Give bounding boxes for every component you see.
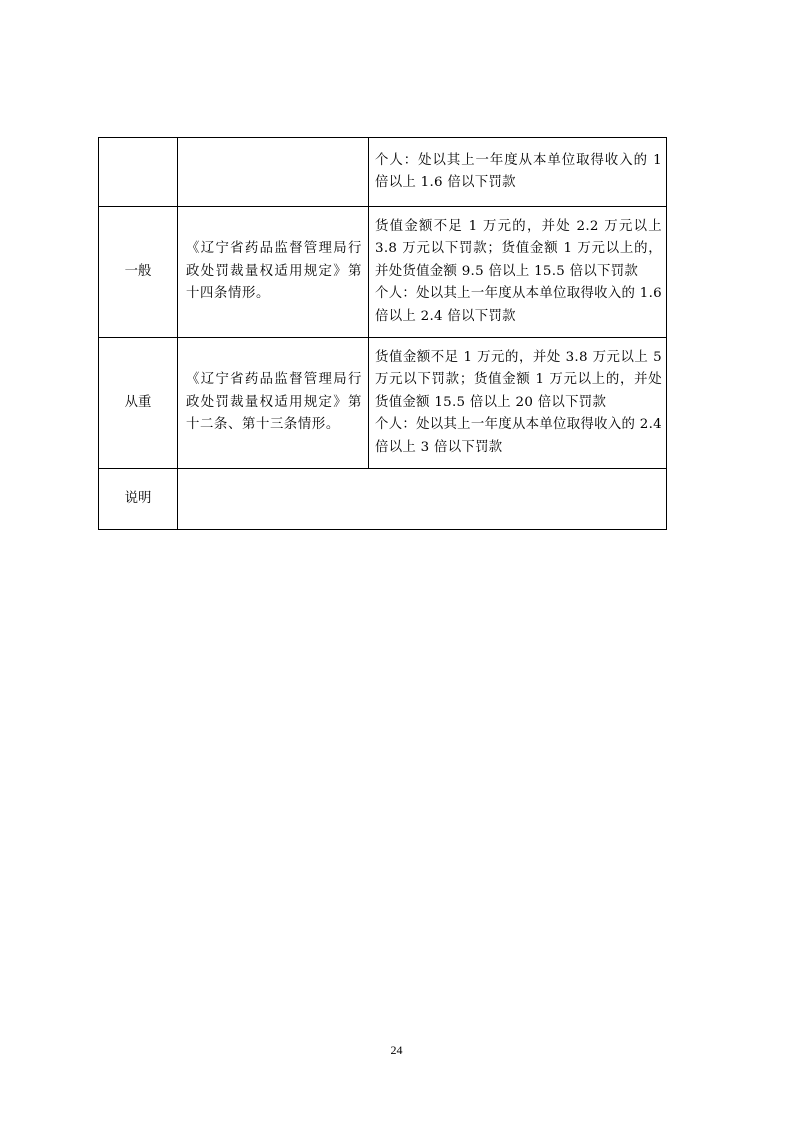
penalty-line: 货值金额不足 1 万元的，并处 3.8 万元以上 5 万元以下罚款；货值金额 1 万元以上的，并处货值金额 15.5 倍以上 20 倍以下罚款 <box>375 349 662 410</box>
basis-cell: 《辽宁省药品监督管理局行政处罚裁量权适用规定》第十四条情形。 <box>178 207 369 338</box>
page-number: 24 <box>390 1043 403 1057</box>
penalty-line: 个人：处以其上一年度从本单位取得收入的 2.4 倍以上 3 倍以下罚款 <box>375 417 662 455</box>
level-cell <box>99 138 178 207</box>
penalty-cell <box>369 207 667 338</box>
penalty-line: 货值金额不足 1 万元的，并处 2.2 万元以上 3.8 万元以下罚款；货值金额 1 万元以上的，并处货值金额 9.5 倍以上 15.5 倍以下罚款 <box>375 218 662 279</box>
penalty-cell <box>369 138 667 207</box>
table-row <box>99 338 667 469</box>
note-content-cell <box>178 469 667 530</box>
table-row <box>99 469 667 530</box>
level-cell: 一般 <box>99 207 178 338</box>
table-row <box>99 138 667 207</box>
discretion-table <box>98 137 667 530</box>
table-row <box>99 207 667 338</box>
note-label-cell: 说明 <box>99 469 178 530</box>
penalty-cell <box>369 338 667 469</box>
basis-cell <box>178 138 369 207</box>
level-cell: 从重 <box>99 338 178 469</box>
basis-cell: 《辽宁省药品监督管理局行政处罚裁量权适用规定》第十二条、第十三条情形。 <box>178 338 369 469</box>
penalty-line: 个人：处以其上一年度从本单位取得收入的 1.6 倍以上 2.4 倍以下罚款 <box>375 286 662 324</box>
penalty-line: 个人：处以其上一年度从本单位取得收入的 1 倍以上 1.6 倍以下罚款 <box>375 152 662 190</box>
